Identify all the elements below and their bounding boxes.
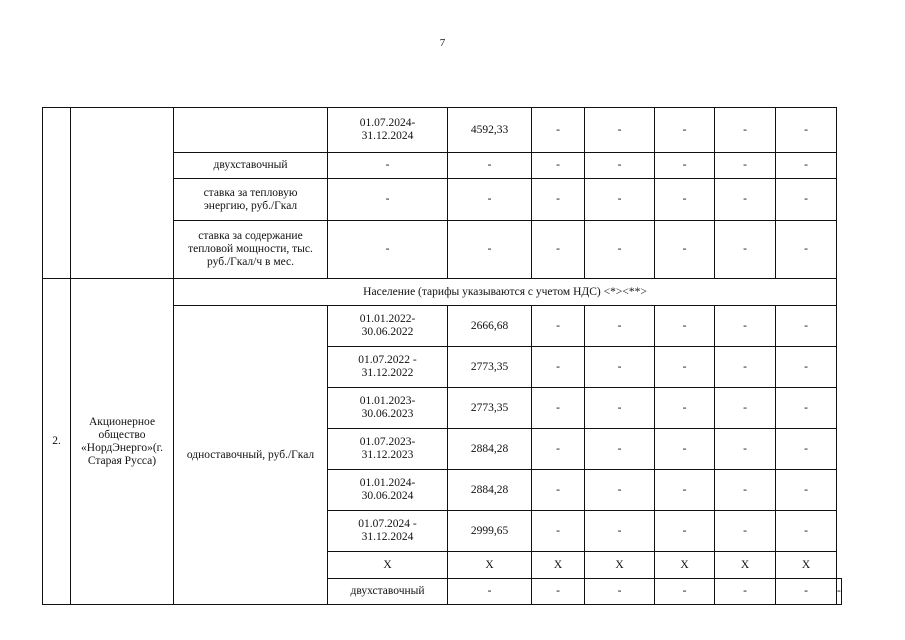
dash-cell: - — [532, 347, 585, 388]
dash-cell: - — [585, 306, 655, 347]
dash-cell: - — [655, 108, 715, 153]
dash-cell: - — [532, 221, 585, 279]
tariff-label: ставка за тепловую энергию, руб./Гкал — [174, 179, 328, 221]
organization-name: Акционерное общество «НордЭнерго»(г. Старая Русса) — [71, 279, 174, 605]
dash-cell: - — [532, 511, 585, 552]
dash-cell: - — [585, 511, 655, 552]
dash-cell: - — [715, 179, 776, 221]
dash-cell: - — [776, 579, 837, 605]
dash-cell: - — [776, 153, 837, 179]
tariff-table — [42, 107, 842, 605]
cross-cell: X — [585, 552, 655, 579]
dash-cell: - — [655, 429, 715, 470]
dash-cell: - — [655, 470, 715, 511]
cross-cell: X — [448, 552, 532, 579]
dash-cell: - — [655, 221, 715, 279]
dash-cell: - — [328, 179, 448, 221]
dash-cell: - — [532, 153, 585, 179]
period-text: 01.01.2024- 30.06.2024 — [359, 477, 416, 502]
period-text: 01.07.2023- 31.12.2023 — [359, 436, 416, 461]
cross-cell: X — [532, 552, 585, 579]
period-text: 01.01.2022- 30.06.2022 — [359, 313, 416, 338]
table-row — [43, 279, 842, 306]
dash-cell: - — [715, 306, 776, 347]
dash-cell: - — [715, 579, 776, 605]
tariff-label: двухставочный — [328, 579, 448, 605]
dash-cell: - — [585, 221, 655, 279]
dash-cell: - — [837, 579, 842, 605]
dash-cell: - — [655, 579, 715, 605]
tariff-label: двухставочный — [174, 153, 328, 179]
dash-cell: - — [715, 388, 776, 429]
period-text: 01.07.2022 - 31.12.2022 — [358, 354, 417, 379]
dash-cell: - — [776, 347, 837, 388]
dash-cell: - — [585, 429, 655, 470]
value-cell: 2999,65 — [448, 511, 532, 552]
dash-cell: - — [448, 221, 532, 279]
dash-cell: - — [776, 179, 837, 221]
cell-num-continued — [43, 108, 71, 279]
dash-cell: - — [776, 108, 837, 153]
tariff-type-label: одноставочный, руб./Гкал — [174, 306, 328, 605]
dash-cell: - — [328, 153, 448, 179]
dash-cell: - — [776, 511, 837, 552]
dash-cell: - — [776, 388, 837, 429]
dash-cell: - — [655, 306, 715, 347]
dash-cell: - — [655, 153, 715, 179]
dash-cell: - — [585, 108, 655, 153]
dash-cell: - — [448, 153, 532, 179]
dash-cell: - — [776, 306, 837, 347]
table-row — [43, 108, 842, 153]
cell-org-continued — [71, 108, 174, 279]
value-cell: 2884,28 — [448, 429, 532, 470]
value-cell: 2773,35 — [448, 347, 532, 388]
dash-cell: - — [532, 429, 585, 470]
dash-cell: - — [532, 306, 585, 347]
dash-cell: - — [448, 579, 532, 605]
consumer-group-label: Население (тарифы указываются с учетом НДС) <*><**> — [174, 279, 837, 306]
dash-cell: - — [655, 347, 715, 388]
value-cell: 2666,68 — [448, 306, 532, 347]
dash-cell: - — [532, 579, 585, 605]
period-cell — [328, 108, 448, 153]
period-cell — [328, 511, 448, 552]
cross-cell: X — [715, 552, 776, 579]
period-cell — [328, 429, 448, 470]
dash-cell: - — [655, 179, 715, 221]
dash-cell: - — [715, 511, 776, 552]
dash-cell: - — [532, 470, 585, 511]
dash-cell: - — [448, 179, 532, 221]
period-text: 01.07.2024 - 31.12.2024 — [358, 518, 417, 543]
dash-cell: - — [585, 179, 655, 221]
dash-cell: - — [715, 429, 776, 470]
dash-cell: - — [532, 108, 585, 153]
dash-cell: - — [585, 470, 655, 511]
period-cell — [328, 388, 448, 429]
dash-cell: - — [655, 511, 715, 552]
dash-cell: - — [715, 221, 776, 279]
cross-cell: X — [655, 552, 715, 579]
period-text: 01.01.2023- 30.06.2023 — [359, 395, 416, 420]
dash-cell: - — [585, 388, 655, 429]
value-cell: 4592,33 — [448, 108, 532, 153]
dash-cell: - — [585, 579, 655, 605]
dash-cell: - — [585, 347, 655, 388]
dash-cell: - — [532, 388, 585, 429]
dash-cell: - — [328, 221, 448, 279]
dash-cell: - — [715, 347, 776, 388]
dash-cell: - — [715, 153, 776, 179]
value-cell: 2773,35 — [448, 388, 532, 429]
value-cell: 2884,28 — [448, 470, 532, 511]
dash-cell: - — [715, 108, 776, 153]
dash-cell: - — [715, 470, 776, 511]
row-number: 2. — [43, 279, 71, 605]
dash-cell: - — [776, 429, 837, 470]
period-cell — [328, 347, 448, 388]
dash-cell: - — [655, 388, 715, 429]
cross-cell: X — [776, 552, 837, 579]
page-number: 7 — [439, 37, 446, 49]
tariff-label: ставка за содержание тепловой мощности, тыс. руб./Гкал/ч в мес. — [174, 221, 328, 279]
dash-cell: - — [585, 153, 655, 179]
dash-cell: - — [532, 179, 585, 221]
dash-cell: - — [776, 221, 837, 279]
period-text: 01.07.2024- 31.12.2024 — [359, 117, 416, 142]
period-cell — [328, 306, 448, 347]
cell-tariff-continued — [174, 108, 328, 153]
dash-cell: - — [776, 470, 837, 511]
period-cell — [328, 470, 448, 511]
cross-cell: X — [328, 552, 448, 579]
